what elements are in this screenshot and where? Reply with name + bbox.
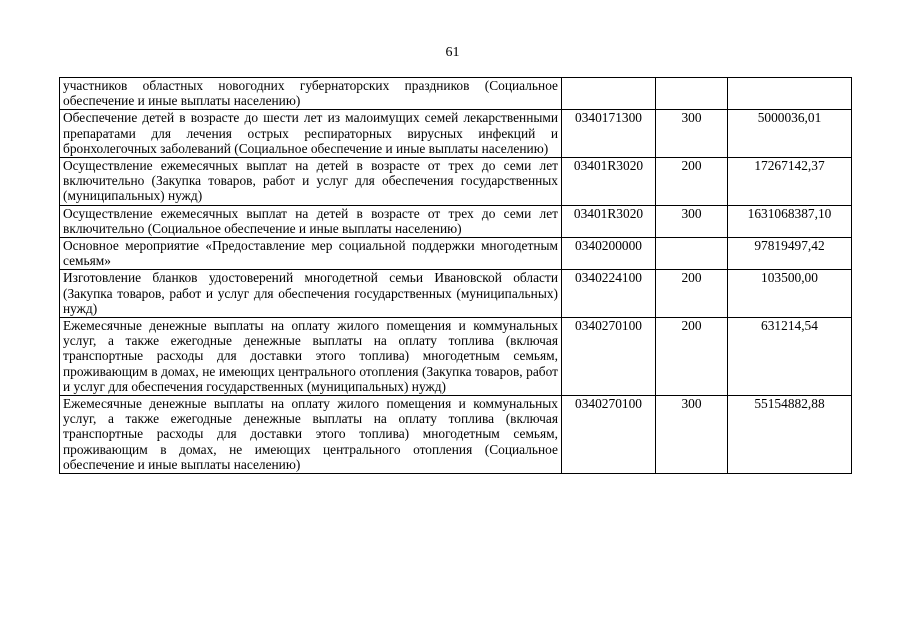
- expense-name-cell: Изготовление бланков удостоверений многодетной семьи Ивановской области (Закупка товаров, работ и услуг для обеспечения государственных (муниципальных) нужд): [60, 270, 562, 318]
- expense-type-cell: 200: [656, 158, 728, 206]
- table-row: [60, 205, 852, 237]
- expense-name-cell: Основное мероприятие «Предоставление мер социальной поддержки многодетным семьям»: [60, 238, 562, 270]
- amount-cell: 5000036,01: [728, 110, 852, 158]
- target-code-cell: [562, 78, 656, 110]
- table-row: [60, 396, 852, 474]
- target-code-cell: 03401R3020: [562, 158, 656, 206]
- table-row: [60, 318, 852, 396]
- expense-type-cell: 200: [656, 270, 728, 318]
- target-code-cell: 0340270100: [562, 396, 656, 474]
- expense-type-cell: 300: [656, 205, 728, 237]
- amount-cell: [728, 78, 852, 110]
- table-row: [60, 110, 852, 158]
- expense-type-cell: 300: [656, 110, 728, 158]
- expense-name-cell: Обеспечение детей в возрасте до шести лет из малоимущих семей лекарственными препаратами для лечения острых респираторных вирусных инфекций и бронхолегочных заболеваний (Социальное обеспечение и иные выплаты населению): [60, 110, 562, 158]
- amount-cell: 1631068387,10: [728, 205, 852, 237]
- table-row: [60, 238, 852, 270]
- target-code-cell: 0340200000: [562, 238, 656, 270]
- budget-table: [59, 77, 852, 474]
- expense-type-cell: 300: [656, 396, 728, 474]
- target-code-cell: 03401R3020: [562, 205, 656, 237]
- table-row: [60, 78, 852, 110]
- table-row: [60, 158, 852, 206]
- table-row: [60, 270, 852, 318]
- expense-name-cell: участников областных новогодних губернаторских праздников (Социальное обеспечение и иные выплаты населению): [60, 78, 562, 110]
- target-code-cell: 0340270100: [562, 318, 656, 396]
- expense-name-cell: Осуществление ежемесячных выплат на детей в возрасте от трех до семи лет включительно (Социальное обеспечение и иные выплаты населению): [60, 205, 562, 237]
- target-code-cell: 0340224100: [562, 270, 656, 318]
- expense-name-cell: Ежемесячные денежные выплаты на оплату жилого помещения и коммунальных услуг, а также ежегодные денежные выплаты на оплату топлива (включая транспортные расходы для доставки этого топлива) многодетным семьям, проживающим в домах, не имеющих центрального отопления (Социальное обеспечение и иные выплаты населению): [60, 396, 562, 474]
- amount-cell: 103500,00: [728, 270, 852, 318]
- amount-cell: 97819497,42: [728, 238, 852, 270]
- expense-name-cell: Ежемесячные денежные выплаты на оплату жилого помещения и коммунальных услуг, а также ежегодные денежные выплаты на оплату топлива (включая транспортные расходы для доставки этого топлива) многодетным семьям, проживающим в домах, не имеющих центрального отопления (Закупка товаров, работ и услуг для обеспечения государственных (муниципальных) нужд): [60, 318, 562, 396]
- amount-cell: 55154882,88: [728, 396, 852, 474]
- amount-cell: 631214,54: [728, 318, 852, 396]
- target-code-cell: 0340171300: [562, 110, 656, 158]
- page-number: 61: [445, 45, 460, 60]
- expense-type-cell: [656, 238, 728, 270]
- expense-type-cell: 200: [656, 318, 728, 396]
- expense-type-cell: [656, 78, 728, 110]
- expense-name-cell: Осуществление ежемесячных выплат на детей в возрасте от трех до семи лет включительно (Закупка товаров, работ и услуг для обеспечения государственных (муниципальных) нужд): [60, 158, 562, 206]
- amount-cell: 17267142,37: [728, 158, 852, 206]
